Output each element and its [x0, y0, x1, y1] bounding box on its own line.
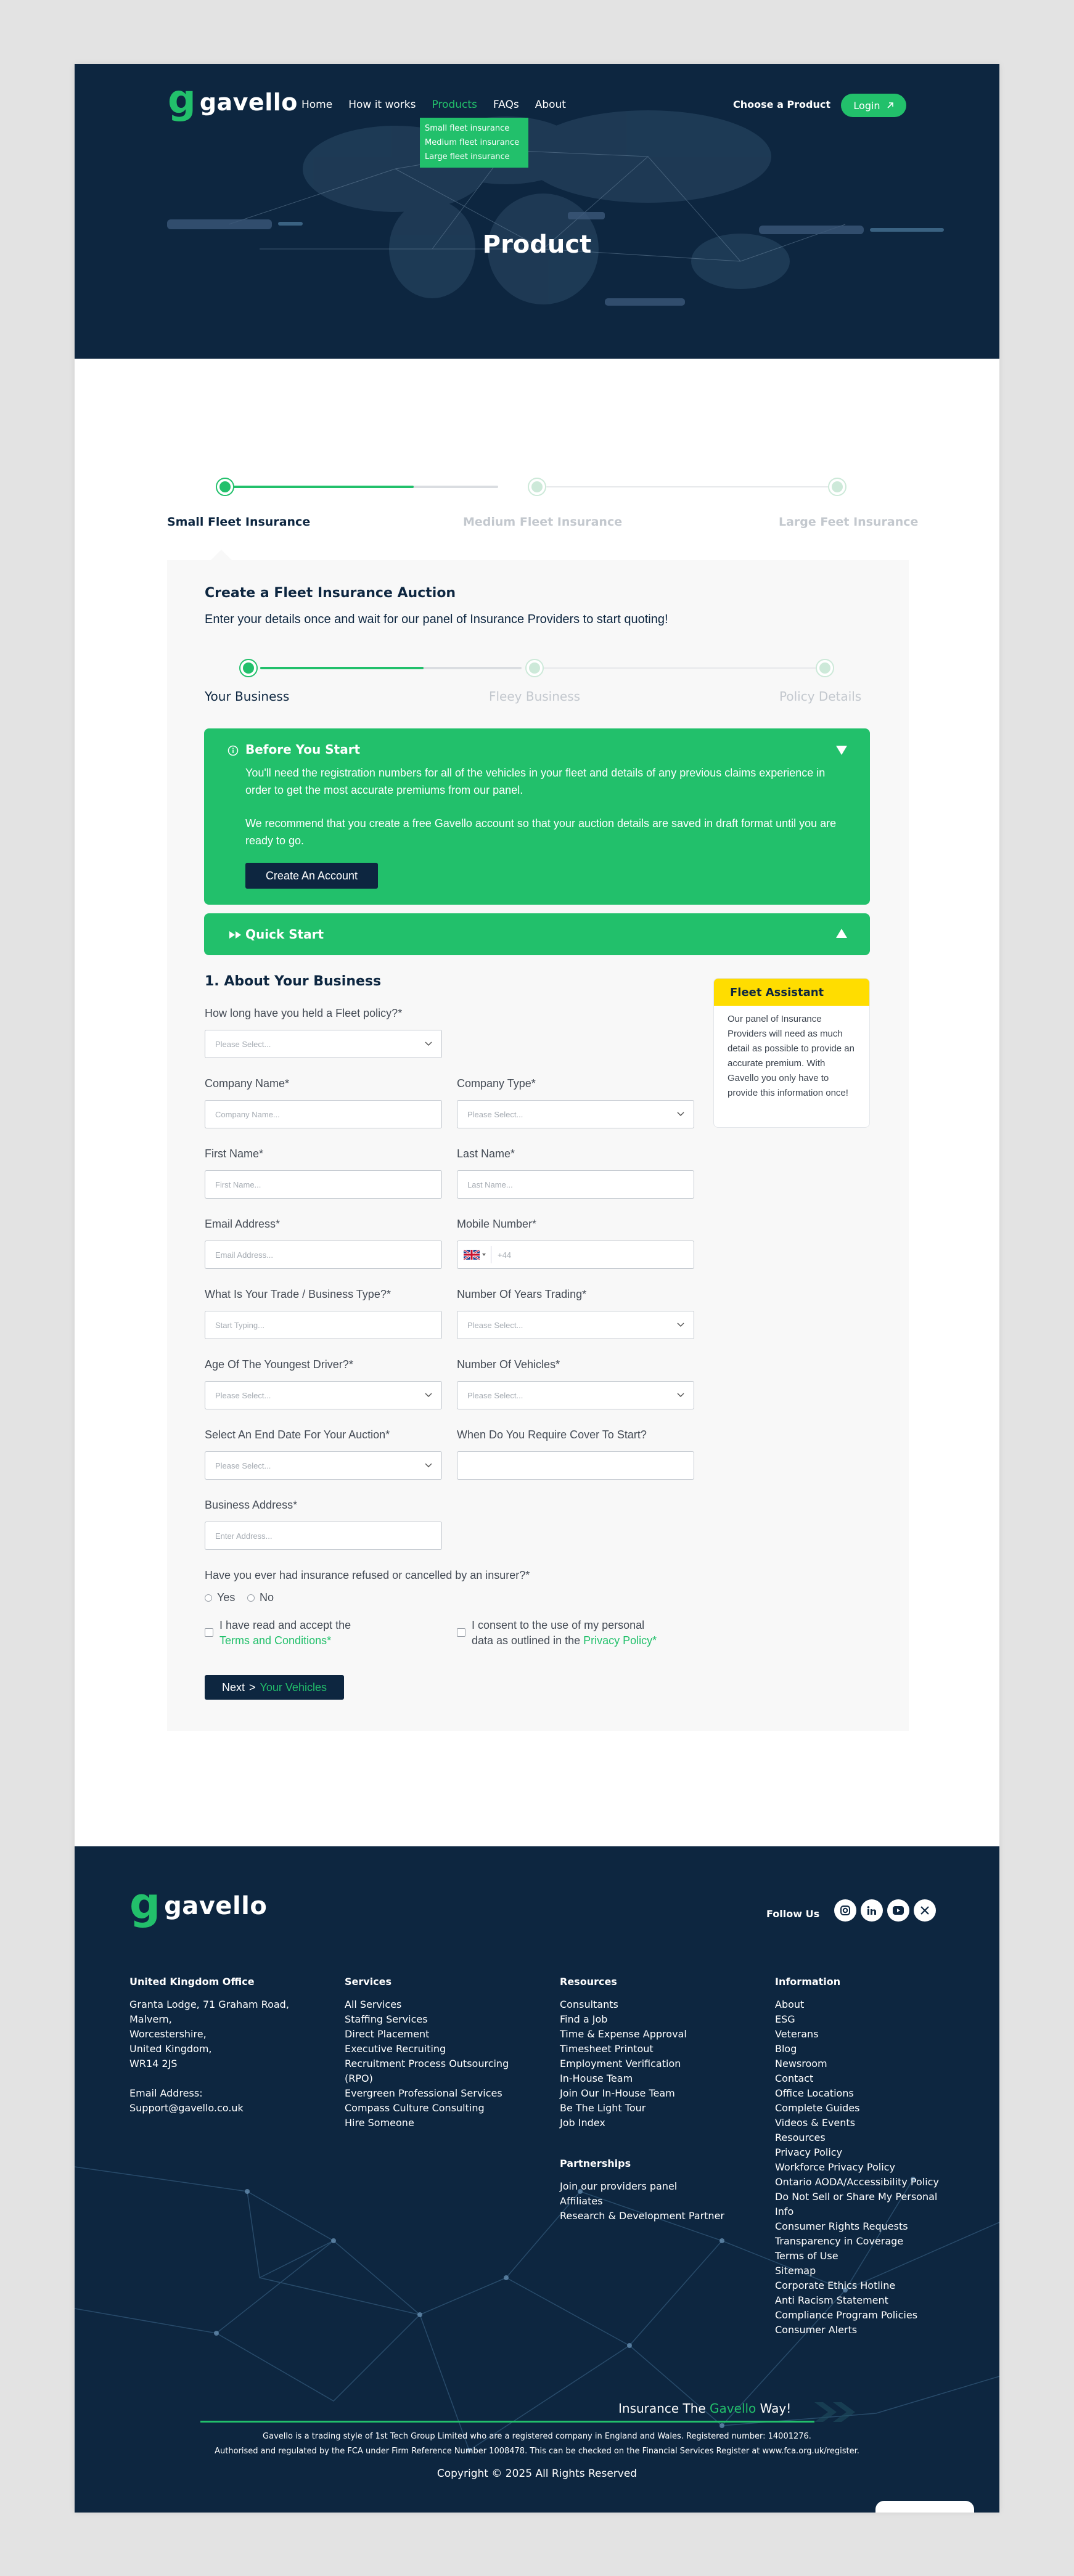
legal-line-2: Authorised and regulated by the FCA under Firm Reference Number 1008478. This can be checked on the Financial Services Register at www.fca.org.uk/register.	[215, 2447, 859, 2456]
company-name-label: Company Name*	[205, 1077, 290, 1090]
end-date-placeholder: Please Select...	[215, 1461, 271, 1470]
radio-no-label: No	[260, 1591, 274, 1604]
footer-tagline	[618, 2401, 791, 2416]
cover-start-date-input[interactable]	[457, 1451, 694, 1480]
main-nav	[301, 99, 582, 111]
product-step-dot-large[interactable]	[828, 478, 846, 496]
footer-link[interactable]: Consumer Rights Requests	[775, 2220, 908, 2232]
logo-mark: g	[168, 77, 196, 123]
quick-start-panel[interactable]	[204, 913, 870, 955]
footer-link[interactable]: (RPO)	[345, 2073, 373, 2084]
floating-widget-tab[interactable]	[875, 2501, 974, 2513]
company-name-placeholder: Company Name...	[215, 1109, 280, 1119]
next-label: Next	[222, 1681, 245, 1694]
footer-link[interactable]: Compass Culture Consulting	[345, 2102, 485, 2114]
footer-link[interactable]: Contact	[775, 2073, 814, 2084]
first-name-label: First Name*	[205, 1147, 264, 1160]
create-account-button[interactable]: Create An Account	[245, 863, 378, 889]
terms-text: I have read and accept the	[219, 1619, 351, 1631]
radio-yes-circle[interactable]	[205, 1594, 212, 1602]
dropdown-medium-fleet[interactable]: Medium fleet insurance	[425, 138, 520, 147]
fleet-assistant-text: Our panel of Insurance Providers will need as much detail as possible to provide an accurate premium. With Gavello you only have to provide this information once!	[728, 1014, 855, 1098]
quick-start-title: Quick Start	[245, 927, 324, 942]
gavello-logo[interactable]	[168, 77, 298, 123]
services-title: Services	[345, 1976, 392, 1987]
product-step-dot-medium[interactable]	[528, 478, 546, 496]
fleet-policy-placeholder: Please Select...	[215, 1039, 271, 1049]
address-placeholder: Enter Address...	[215, 1531, 273, 1541]
form-stepper-progress	[260, 667, 424, 669]
first-name-placeholder: First Name...	[215, 1180, 261, 1189]
section-title: 1. About Your Business	[205, 974, 382, 989]
last-name-placeholder: Last Name...	[467, 1180, 513, 1189]
legal-line-1: Gavello is a trading style of 1st Tech Group Limited who are a registered company in England and Wales. Registered number: 14001276.	[263, 2432, 811, 2441]
last-name-label: Last Name*	[457, 1147, 515, 1160]
footer-link[interactable]: Employment Verification	[560, 2058, 681, 2069]
youtube-icon[interactable]	[887, 1899, 909, 1922]
legal-text	[75, 2429, 999, 2459]
chevron-down-icon	[676, 1320, 685, 1329]
footer-link[interactable]: Research & Development Partner	[560, 2210, 724, 2222]
company-type-label: Company Type*	[457, 1077, 536, 1090]
mobile-placeholder: +44	[498, 1250, 512, 1260]
page	[75, 64, 999, 2513]
email-input[interactable]	[205, 1241, 442, 1269]
mobile-input[interactable]	[457, 1241, 694, 1269]
fleet-policy-select[interactable]	[205, 1030, 442, 1058]
nav-home[interactable]: Home	[301, 99, 333, 111]
footer-information	[775, 1976, 978, 2338]
nav-faqs[interactable]: FAQs	[493, 99, 519, 111]
caret-down-icon	[482, 1253, 486, 1257]
form-step-label-business[interactable]: Your Business	[205, 689, 290, 704]
tagline-pre: Insurance The	[618, 2401, 706, 2416]
login-label: Login	[853, 99, 880, 112]
years-trading-label: Number Of Years Trading*	[457, 1288, 587, 1300]
refused-question: Have you ever had insurance refused or cancelled by an insurer?*	[205, 1569, 530, 1581]
footer	[75, 1846, 999, 2513]
footer-divider	[200, 2421, 814, 2423]
num-vehicles-placeholder: Please Select...	[467, 1390, 523, 1400]
triangle-down-icon[interactable]	[835, 744, 848, 756]
chevron-down-icon	[424, 1390, 433, 1399]
fleet-policy-label: How long have you held a Fleet policy?*	[205, 1007, 403, 1019]
form-step-dot-fleet[interactable]	[525, 659, 544, 677]
form-step-dot-policy[interactable]	[816, 659, 834, 677]
consent-text-1: I consent to the use of my personal	[472, 1619, 645, 1631]
consent-text-2: data as outlined in the	[472, 1634, 581, 1647]
product-step-label-large[interactable]: Large Feet Insurance	[779, 515, 919, 529]
footer-link[interactable]: Anti Racism Statement	[775, 2294, 888, 2306]
footer-link[interactable]: Consultants	[560, 1999, 618, 2010]
footer-link[interactable]: Complete Guides	[775, 2102, 860, 2114]
dropdown-small-fleet[interactable]: Small fleet insurance	[425, 124, 510, 133]
office-line: Granta Lodge, 71 Graham Road,	[129, 1999, 289, 2010]
copyright: Copyright © 2025 All Rights Reserved	[437, 2468, 637, 2480]
footer-office	[129, 1976, 314, 2116]
hero-header	[75, 64, 999, 359]
footer-gavello-logo[interactable]	[129, 1878, 268, 1929]
footer-logo-mark: g	[129, 1878, 161, 1929]
page-title: Product	[482, 230, 592, 259]
before-you-start-panel	[204, 728, 870, 905]
footer-link[interactable]: Ontario AODA/Accessibility Policy	[775, 2176, 939, 2188]
footer-link[interactable]: Recruitment Process Outsourcing	[345, 2058, 509, 2069]
tagline-brand: Gavello	[710, 2401, 756, 2416]
num-vehicles-select[interactable]	[457, 1381, 694, 1409]
login-button[interactable]	[841, 94, 906, 117]
cover-start-label: When Do You Require Cover To Start?	[457, 1429, 647, 1441]
footer-link[interactable]: All Services	[345, 1999, 402, 2010]
last-name-input[interactable]	[457, 1170, 694, 1199]
email-label: Email Address*	[205, 1218, 281, 1230]
radio-no-circle[interactable]	[247, 1594, 255, 1602]
office-title: United Kingdom Office	[129, 1976, 255, 1987]
footer-link[interactable]: Resources	[775, 2132, 826, 2143]
footer-services	[345, 1976, 530, 2130]
footer-link[interactable]: Time & Expense Approval	[560, 2028, 687, 2040]
product-step-dot-small[interactable]	[216, 478, 234, 496]
footer-link[interactable]: In-House Team	[560, 2073, 633, 2084]
before-you-start-text-1: You'll need the registration numbers for all of the vehicles in your fleet and details of any previous claims experience in order to get the most accurate premiums from our panel.	[245, 767, 826, 796]
next-button[interactable]	[205, 1675, 344, 1700]
footer-link[interactable]: Join Our In-House Team	[560, 2087, 675, 2099]
product-step-label-small[interactable]: Small Fleet Insurance	[167, 515, 311, 529]
footer-link[interactable]: Compliance Program Policies	[775, 2309, 918, 2321]
footer-link[interactable]: Be The Light Tour	[560, 2102, 646, 2114]
country-code-selector[interactable]	[464, 1246, 491, 1263]
form-title: Create a Fleet Insurance Auction	[205, 585, 456, 601]
footer-link[interactable]: Consumer Alerts	[775, 2324, 858, 2336]
before-you-start-title: Before You Start	[245, 742, 361, 757]
nav-about[interactable]: About	[535, 99, 566, 111]
nav-products[interactable]: Products	[432, 99, 477, 111]
uk-flag-icon	[464, 1250, 480, 1260]
partnerships-title: Partnerships	[560, 2158, 631, 2169]
product-step-label-medium[interactable]: Medium Fleet Insurance	[463, 515, 623, 529]
product-stepper-track-2	[546, 486, 835, 487]
fleet-assistant-card	[713, 978, 870, 1128]
chevron-down-icon	[676, 1390, 685, 1399]
footer-link[interactable]: Privacy Policy	[775, 2146, 843, 2158]
num-vehicles-label: Number Of Vehicles*	[457, 1358, 560, 1371]
office-line: WR14 2JS	[129, 2058, 178, 2069]
resources-title: Resources	[560, 1976, 617, 1987]
trade-label: What Is Your Trade / Business Type?*	[205, 1288, 391, 1300]
office-line: Malvern,	[129, 2013, 172, 2025]
chevron-down-icon	[424, 1461, 433, 1469]
chevron-down-icon	[424, 1039, 433, 1048]
support-email-link[interactable]: Support@gavello.co.uk	[129, 2102, 244, 2114]
first-name-input[interactable]	[205, 1170, 442, 1199]
privacy-policy-link[interactable]: Privacy Policy*	[583, 1634, 657, 1647]
consent-label	[472, 1618, 657, 1649]
trade-placeholder: Start Typing...	[215, 1320, 264, 1330]
terms-checkbox[interactable]	[205, 1628, 213, 1637]
radio-no[interactable]	[247, 1591, 274, 1604]
footer-link[interactable]: Job Index	[560, 2117, 605, 2129]
triangle-up-icon[interactable]	[835, 928, 848, 939]
footer-link[interactable]: Office Locations	[775, 2087, 854, 2099]
form-step-dot-business[interactable]	[239, 659, 258, 677]
footer-link[interactable]: Affiliates	[560, 2195, 603, 2207]
next-arrow: >	[249, 1681, 256, 1694]
company-type-placeholder: Please Select...	[467, 1109, 523, 1119]
trade-input[interactable]	[205, 1311, 442, 1339]
mobile-label: Mobile Number*	[457, 1218, 537, 1230]
choose-product-link[interactable]: Choose a Product	[733, 99, 831, 110]
footer-resources	[560, 1976, 745, 2223]
footer-link[interactable]: Veterans	[775, 2028, 819, 2040]
youngest-driver-placeholder: Please Select...	[215, 1390, 271, 1400]
youngest-driver-select[interactable]	[205, 1381, 442, 1409]
info-icon	[228, 745, 239, 756]
dropdown-large-fleet[interactable]: Large fleet insurance	[425, 152, 510, 161]
products-dropdown	[420, 118, 528, 168]
company-name-input[interactable]	[205, 1100, 442, 1128]
fleet-assistant-title: Fleet Assistant	[714, 979, 869, 1006]
email-label: Email Address:	[129, 2087, 203, 2099]
consent-checkbox[interactable]	[457, 1628, 465, 1637]
radio-yes[interactable]	[205, 1591, 235, 1604]
footer-link[interactable]: Hire Someone	[345, 2117, 414, 2129]
end-date-select[interactable]	[205, 1451, 442, 1480]
information-title: Information	[775, 1976, 841, 1987]
address-label: Business Address*	[205, 1499, 298, 1511]
logo-text: gavello	[199, 89, 298, 116]
end-date-label: Select An End Date For Your Auction*	[205, 1429, 390, 1441]
nav-how-it-works[interactable]: How it works	[348, 99, 416, 111]
tagline-post: Way!	[760, 2401, 792, 2416]
footer-link[interactable]: Sitemap	[775, 2265, 816, 2276]
product-stepper-progress	[233, 486, 414, 488]
youngest-driver-label: Age Of The Youngest Driver?*	[205, 1358, 353, 1371]
linkedin-icon[interactable]	[861, 1899, 883, 1922]
footer-link[interactable]: Staffing Services	[345, 2013, 428, 2025]
instagram-icon[interactable]	[834, 1899, 856, 1922]
years-trading-placeholder: Please Select...	[467, 1320, 523, 1330]
years-trading-select[interactable]	[457, 1311, 694, 1339]
terms-link[interactable]: Terms and Conditions*	[219, 1634, 332, 1647]
footer-link[interactable]: Transparency in Coverage	[775, 2235, 904, 2247]
card-pointer	[210, 550, 232, 561]
form-step-label-fleet[interactable]: Fleey Business	[489, 689, 581, 704]
form-subtitle: Enter your details once and wait for our panel of Insurance Providers to start quoting!	[205, 613, 668, 626]
address-input[interactable]	[205, 1522, 442, 1550]
email-placeholder: Email Address...	[215, 1250, 273, 1260]
terms-label	[219, 1618, 351, 1649]
footer-link[interactable]: Timesheet Printout	[560, 2043, 654, 2055]
follow-us-label: Follow Us	[766, 1908, 820, 1920]
footer-link[interactable]: About	[775, 1999, 805, 2010]
footer-link[interactable]: ESG	[775, 2013, 795, 2025]
footer-link[interactable]: Do Not Sell or Share My Personal	[775, 2191, 938, 2203]
radio-yes-label: Yes	[217, 1591, 236, 1604]
footer-link[interactable]: Join our providers panel	[560, 2180, 678, 2192]
next-target: Your Vehicles	[260, 1681, 327, 1694]
footer-link[interactable]: Corporate Ethics Hotline	[775, 2280, 896, 2291]
footer-link[interactable]: Info	[775, 2206, 794, 2217]
office-line: United Kingdom,	[129, 2043, 212, 2055]
footer-link[interactable]: Executive Recruiting	[345, 2043, 446, 2055]
footer-link[interactable]: Blog	[775, 2043, 797, 2055]
footer-link[interactable]: Find a Job	[560, 2013, 608, 2025]
form-step-label-policy[interactable]: Policy Details	[779, 689, 862, 704]
footer-link[interactable]: Workforce Privacy Policy	[775, 2161, 895, 2173]
company-type-select[interactable]	[457, 1100, 694, 1128]
form-stepper-track-2	[541, 667, 830, 669]
office-line: Worcestershire,	[129, 2028, 207, 2040]
chevron-down-icon	[676, 1109, 685, 1118]
footer-link[interactable]: Evergreen Professional Services	[345, 2087, 502, 2099]
footer-link[interactable]: Newsroom	[775, 2058, 827, 2069]
footer-link[interactable]: Direct Placement	[345, 2028, 430, 2040]
x-icon[interactable]	[914, 1899, 936, 1922]
fast-forward-icon	[229, 931, 242, 939]
arrow-up-right-icon	[887, 102, 894, 109]
before-you-start-text-2: We recommend that you create a free Gavello account so that your auction details are saved in draft format until you are ready to go.	[245, 817, 837, 847]
footer-logo-text: gavello	[164, 1892, 268, 1920]
footer-link[interactable]: Terms of Use	[775, 2250, 838, 2262]
footer-link[interactable]: Videos & Events	[775, 2117, 855, 2129]
